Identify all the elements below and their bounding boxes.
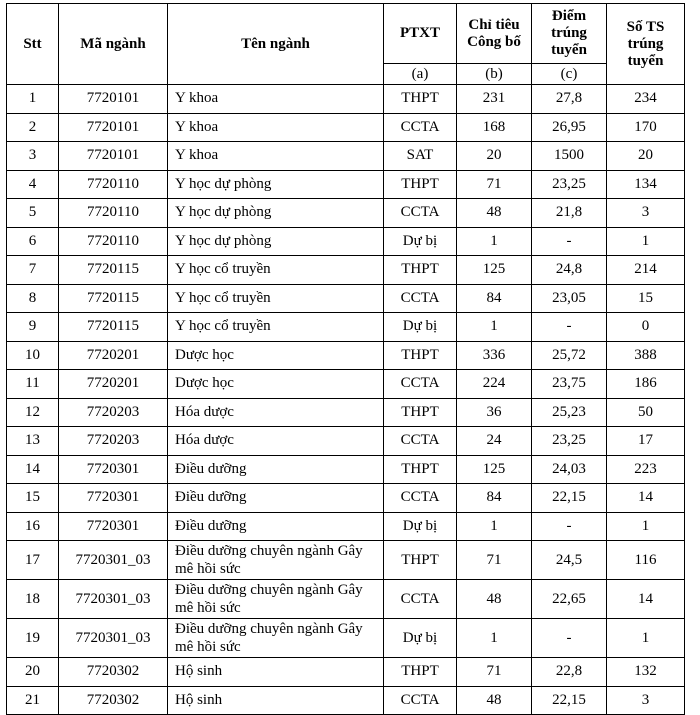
cell-ptxt: Dự bị: [384, 512, 457, 541]
cell-ptxt: THPT: [384, 85, 457, 114]
cell-stt: 12: [7, 398, 59, 427]
admission-table: [6, 3, 685, 715]
cell-ma-nganh: 7720115: [59, 313, 168, 342]
cell-ten-nganh: Y học dự phòng: [168, 170, 384, 199]
table-row: [7, 370, 685, 399]
cell-so-ts: 234: [607, 85, 685, 114]
cell-ma-nganh: 7720101: [59, 113, 168, 142]
cell-so-ts: 14: [607, 580, 685, 619]
table-row: [7, 580, 685, 619]
header-ma-nganh: Mã ngành: [59, 4, 168, 85]
cell-ma-nganh: 7720203: [59, 427, 168, 456]
cell-diem: 22,65: [532, 580, 607, 619]
cell-ma-nganh: 7720110: [59, 170, 168, 199]
table-row: [7, 658, 685, 687]
cell-stt: 5: [7, 199, 59, 228]
table-row: [7, 256, 685, 285]
cell-ten-nganh: Điều dưỡng: [168, 455, 384, 484]
cell-ma-nganh: 7720301: [59, 455, 168, 484]
cell-so-ts: 3: [607, 686, 685, 715]
cell-ma-nganh: 7720301: [59, 512, 168, 541]
table-row: [7, 142, 685, 171]
cell-stt: 18: [7, 580, 59, 619]
cell-ten-nganh: Điều dưỡng: [168, 484, 384, 513]
cell-ma-nganh: 7720302: [59, 658, 168, 687]
cell-so-ts: 1: [607, 619, 685, 658]
cell-stt: 11: [7, 370, 59, 399]
header-diem: Điểm trúng tuyển: [532, 4, 607, 64]
cell-ten-nganh: Điều dưỡng: [168, 512, 384, 541]
cell-chi-tieu: 125: [457, 455, 532, 484]
cell-stt: 7: [7, 256, 59, 285]
cell-chi-tieu: 125: [457, 256, 532, 285]
cell-ma-nganh: 7720110: [59, 227, 168, 256]
cell-ten-nganh: Dược học: [168, 370, 384, 399]
cell-diem: 23,25: [532, 427, 607, 456]
cell-diem: 25,72: [532, 341, 607, 370]
cell-stt: 17: [7, 541, 59, 580]
cell-ten-nganh: Y học cổ truyền: [168, 284, 384, 313]
cell-ptxt: CCTA: [384, 484, 457, 513]
cell-so-ts: 3: [607, 199, 685, 228]
header-ptxt: PTXT: [384, 4, 457, 64]
cell-ptxt: CCTA: [384, 686, 457, 715]
table-row: [7, 427, 685, 456]
cell-ten-nganh: Điều dưỡng chuyên ngành Gây mê hồi sức: [168, 619, 384, 658]
cell-so-ts: 14: [607, 484, 685, 513]
cell-chi-tieu: 71: [457, 541, 532, 580]
cell-stt: 14: [7, 455, 59, 484]
table-row: [7, 227, 685, 256]
cell-chi-tieu: 168: [457, 113, 532, 142]
cell-chi-tieu: 1: [457, 227, 532, 256]
cell-diem: -: [532, 313, 607, 342]
cell-chi-tieu: 36: [457, 398, 532, 427]
cell-ten-nganh: Điều dưỡng chuyên ngành Gây mê hồi sức: [168, 541, 384, 580]
cell-so-ts: 0: [607, 313, 685, 342]
cell-diem: 24,5: [532, 541, 607, 580]
cell-diem: 22,8: [532, 658, 607, 687]
cell-so-ts: 17: [607, 427, 685, 456]
table-row: [7, 619, 685, 658]
cell-ptxt: THPT: [384, 256, 457, 285]
cell-ten-nganh: Y học cổ truyền: [168, 256, 384, 285]
cell-ptxt: Dự bị: [384, 313, 457, 342]
cell-chi-tieu: 24: [457, 427, 532, 456]
cell-diem: -: [532, 619, 607, 658]
cell-ma-nganh: 7720301_03: [59, 619, 168, 658]
table-row: [7, 113, 685, 142]
table-row: [7, 284, 685, 313]
cell-diem: -: [532, 512, 607, 541]
cell-chi-tieu: 48: [457, 580, 532, 619]
cell-chi-tieu: 84: [457, 284, 532, 313]
cell-ten-nganh: Điều dưỡng chuyên ngành Gây mê hồi sức: [168, 580, 384, 619]
cell-ten-nganh: Y học cổ truyền: [168, 313, 384, 342]
cell-ptxt: THPT: [384, 658, 457, 687]
table-row: [7, 455, 685, 484]
cell-stt: 8: [7, 284, 59, 313]
cell-stt: 3: [7, 142, 59, 171]
cell-so-ts: 132: [607, 658, 685, 687]
cell-ma-nganh: 7720201: [59, 370, 168, 399]
cell-ten-nganh: Hóa dược: [168, 427, 384, 456]
cell-stt: 15: [7, 484, 59, 513]
cell-ten-nganh: Hóa dược: [168, 398, 384, 427]
cell-chi-tieu: 20: [457, 142, 532, 171]
cell-so-ts: 20: [607, 142, 685, 171]
cell-ma-nganh: 7720301_03: [59, 580, 168, 619]
cell-ma-nganh: 7720203: [59, 398, 168, 427]
cell-stt: 16: [7, 512, 59, 541]
cell-ten-nganh: Y khoa: [168, 113, 384, 142]
cell-ten-nganh: Y khoa: [168, 85, 384, 114]
table-row: [7, 512, 685, 541]
cell-stt: 6: [7, 227, 59, 256]
cell-chi-tieu: 336: [457, 341, 532, 370]
cell-ma-nganh: 7720301: [59, 484, 168, 513]
cell-stt: 2: [7, 113, 59, 142]
cell-chi-tieu: 48: [457, 199, 532, 228]
cell-ptxt: THPT: [384, 455, 457, 484]
cell-chi-tieu: 71: [457, 658, 532, 687]
table-row: [7, 85, 685, 114]
table-row: [7, 170, 685, 199]
cell-so-ts: 223: [607, 455, 685, 484]
table-row: [7, 686, 685, 715]
cell-ten-nganh: Y học dự phòng: [168, 227, 384, 256]
cell-ptxt: THPT: [384, 341, 457, 370]
header-chi-tieu: Chỉ tiêu Công bố: [457, 4, 532, 64]
cell-chi-tieu: 1: [457, 512, 532, 541]
cell-chi-tieu: 231: [457, 85, 532, 114]
table-row: [7, 484, 685, 513]
cell-ptxt: CCTA: [384, 284, 457, 313]
table-body: [7, 85, 685, 715]
cell-ten-nganh: Y học dự phòng: [168, 199, 384, 228]
cell-stt: 21: [7, 686, 59, 715]
cell-ma-nganh: 7720101: [59, 85, 168, 114]
cell-so-ts: 15: [607, 284, 685, 313]
cell-diem: 23,25: [532, 170, 607, 199]
cell-ptxt: Dự bị: [384, 227, 457, 256]
cell-ma-nganh: 7720301_03: [59, 541, 168, 580]
table-row: [7, 313, 685, 342]
cell-ptxt: CCTA: [384, 113, 457, 142]
cell-ma-nganh: 7720110: [59, 199, 168, 228]
cell-diem: 23,05: [532, 284, 607, 313]
cell-diem: 21,8: [532, 199, 607, 228]
table-row: [7, 541, 685, 580]
cell-so-ts: 50: [607, 398, 685, 427]
cell-diem: 25,23: [532, 398, 607, 427]
cell-stt: 10: [7, 341, 59, 370]
cell-chi-tieu: 1: [457, 619, 532, 658]
cell-diem: 22,15: [532, 686, 607, 715]
header-so-ts: Số TS trúng tuyển: [607, 4, 685, 85]
cell-ptxt: Dự bị: [384, 619, 457, 658]
cell-chi-tieu: 48: [457, 686, 532, 715]
header-sub-a: (a): [384, 64, 457, 85]
cell-ma-nganh: 7720101: [59, 142, 168, 171]
cell-diem: 24,8: [532, 256, 607, 285]
cell-stt: 19: [7, 619, 59, 658]
cell-diem: 27,8: [532, 85, 607, 114]
cell-stt: 20: [7, 658, 59, 687]
header-sub-b: (b): [457, 64, 532, 85]
cell-stt: 9: [7, 313, 59, 342]
cell-ptxt: CCTA: [384, 199, 457, 228]
cell-chi-tieu: 71: [457, 170, 532, 199]
cell-diem: 23,75: [532, 370, 607, 399]
cell-ma-nganh: 7720201: [59, 341, 168, 370]
cell-ptxt: THPT: [384, 541, 457, 580]
cell-so-ts: 186: [607, 370, 685, 399]
cell-so-ts: 214: [607, 256, 685, 285]
header-sub-c: (c): [532, 64, 607, 85]
cell-ten-nganh: Y khoa: [168, 142, 384, 171]
cell-diem: 24,03: [532, 455, 607, 484]
cell-chi-tieu: 224: [457, 370, 532, 399]
cell-stt: 1: [7, 85, 59, 114]
cell-diem: -: [532, 227, 607, 256]
cell-ma-nganh: 7720302: [59, 686, 168, 715]
cell-ten-nganh: Dược học: [168, 341, 384, 370]
cell-stt: 4: [7, 170, 59, 199]
cell-ptxt: CCTA: [384, 427, 457, 456]
cell-so-ts: 1: [607, 227, 685, 256]
cell-chi-tieu: 84: [457, 484, 532, 513]
table-row: [7, 398, 685, 427]
header-ten-nganh: Tên ngành: [168, 4, 384, 85]
header-stt: Stt: [7, 4, 59, 85]
cell-ten-nganh: Hộ sinh: [168, 686, 384, 715]
table-row: [7, 341, 685, 370]
cell-so-ts: 116: [607, 541, 685, 580]
cell-chi-tieu: 1: [457, 313, 532, 342]
cell-ma-nganh: 7720115: [59, 284, 168, 313]
cell-diem: 1500: [532, 142, 607, 171]
cell-diem: 22,15: [532, 484, 607, 513]
cell-ptxt: CCTA: [384, 580, 457, 619]
cell-ptxt: CCTA: [384, 370, 457, 399]
cell-so-ts: 1: [607, 512, 685, 541]
cell-ten-nganh: Hộ sinh: [168, 658, 384, 687]
cell-ma-nganh: 7720115: [59, 256, 168, 285]
cell-ptxt: THPT: [384, 398, 457, 427]
table-header: [7, 4, 685, 85]
cell-so-ts: 134: [607, 170, 685, 199]
cell-ptxt: SAT: [384, 142, 457, 171]
cell-so-ts: 388: [607, 341, 685, 370]
cell-diem: 26,95: [532, 113, 607, 142]
cell-stt: 13: [7, 427, 59, 456]
cell-ptxt: THPT: [384, 170, 457, 199]
cell-so-ts: 170: [607, 113, 685, 142]
table-row: [7, 199, 685, 228]
